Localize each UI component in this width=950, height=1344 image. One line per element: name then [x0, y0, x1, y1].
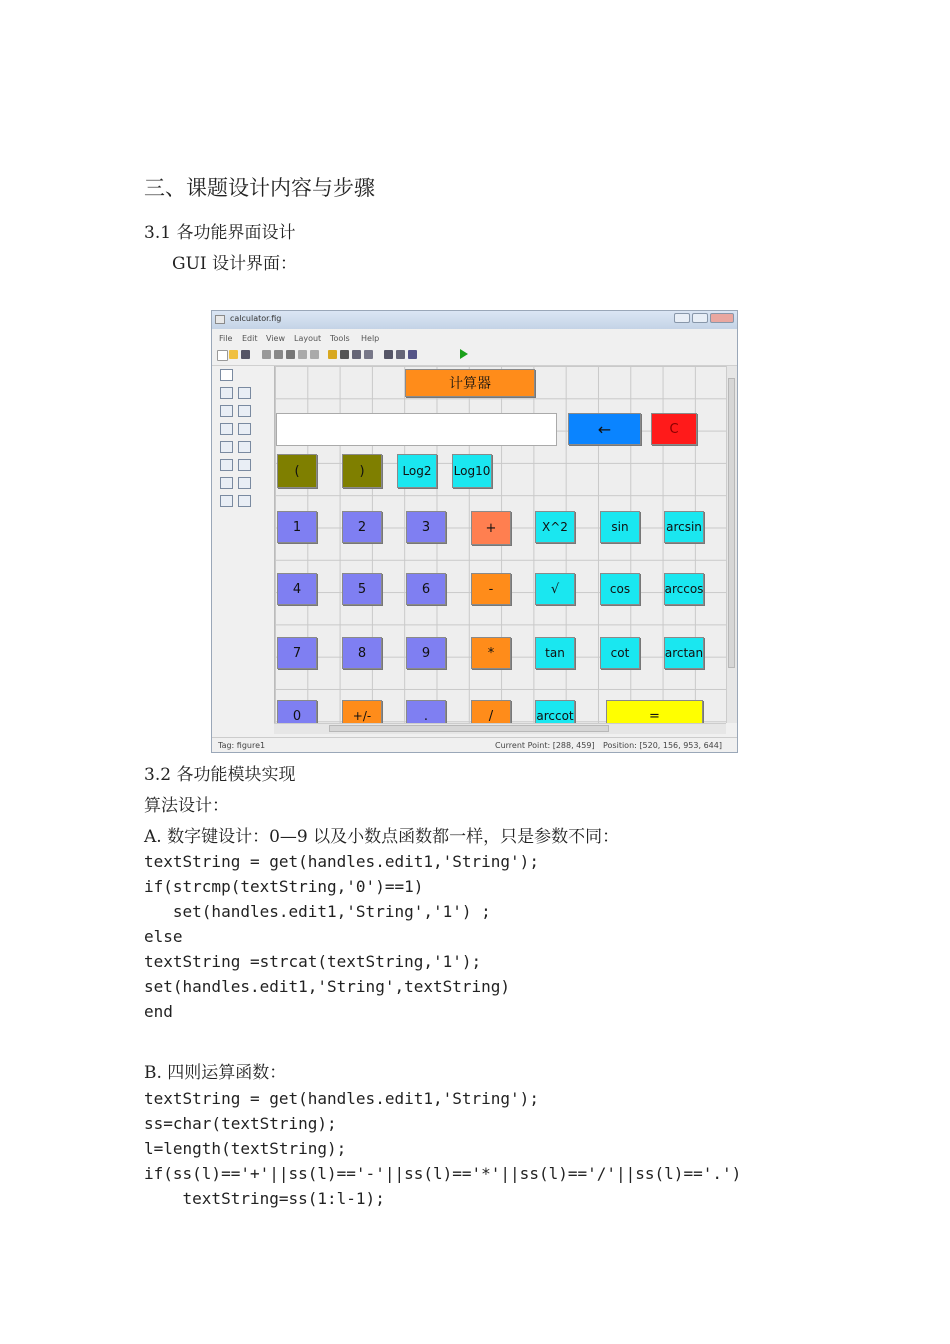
backspace-button[interactable]: ←: [568, 413, 641, 445]
undo-icon[interactable]: [298, 350, 307, 359]
subsection-heading-3-2: 3.2 各功能模块实现: [144, 765, 296, 785]
arcsin-button[interactable]: arcsin: [664, 511, 704, 543]
code-a-line: set(handles.edit1,'String','1') ;: [144, 902, 491, 921]
object-browser-icon[interactable]: [408, 350, 417, 359]
right-paren-button[interactable]: ): [342, 454, 382, 488]
display-edit-field[interactable]: [276, 413, 557, 446]
edit-text-tool-icon[interactable]: [220, 423, 233, 435]
menu-help[interactable]: Help: [361, 334, 380, 343]
digit-2-button[interactable]: 2: [342, 511, 382, 543]
arctan-button[interactable]: arctan: [664, 637, 704, 669]
digit-7-button[interactable]: 7: [277, 637, 317, 669]
arccot-button[interactable]: arccot: [535, 700, 575, 723]
code-b-line: l=length(textString);: [144, 1139, 347, 1158]
code-a-line: set(handles.edit1,'String',textString): [144, 977, 511, 996]
part-b-heading: B. 四则运算函数：: [144, 1063, 287, 1083]
menu-file[interactable]: File: [219, 334, 233, 343]
popup-menu-tool-icon[interactable]: [220, 441, 233, 453]
vertical-scrollbar[interactable]: [726, 366, 737, 723]
menu-bar: [212, 331, 737, 345]
horizontal-scroll-thumb[interactable]: [329, 725, 609, 732]
vertical-scroll-thumb[interactable]: [728, 378, 735, 668]
left-paren-button[interactable]: (: [277, 454, 317, 488]
panel-tool-icon[interactable]: [238, 477, 251, 489]
listbox-tool-icon[interactable]: [238, 441, 251, 453]
close-icon[interactable]: [710, 313, 734, 323]
layout-canvas[interactable]: [274, 366, 727, 723]
code-a-line: end: [144, 1002, 173, 1021]
paste-icon[interactable]: [286, 350, 295, 359]
tag-readout: Tag: figure1: [218, 741, 266, 750]
section-heading: 三、课题设计内容与步骤: [144, 176, 375, 200]
code-b-line: if(ss(l)=='+'||ss(l)=='-'||ss(l)=='*'||ss(l)=='/'||ss(l)=='.'): [144, 1164, 742, 1183]
axes-tool-icon[interactable]: [220, 477, 233, 489]
log2-button[interactable]: Log2: [397, 454, 437, 488]
static-text-tool-icon[interactable]: [238, 423, 251, 435]
radiobutton-tool-icon[interactable]: [220, 405, 233, 417]
minimize-icon[interactable]: [674, 313, 690, 323]
digit-0-button[interactable]: 0: [277, 700, 317, 723]
digit-6-button[interactable]: 6: [406, 573, 446, 605]
cot-button[interactable]: cot: [600, 637, 640, 669]
digit-8-button[interactable]: 8: [342, 637, 382, 669]
align-icon[interactable]: [328, 350, 337, 359]
checkbox-tool-icon[interactable]: [238, 405, 251, 417]
code-b-line: ss=char(textString);: [144, 1114, 337, 1133]
mfile-editor-icon[interactable]: [384, 350, 393, 359]
table-tool-icon[interactable]: [238, 459, 251, 471]
guide-window-screenshot: [211, 310, 738, 753]
new-file-icon[interactable]: [217, 350, 228, 361]
divide-button[interactable]: /: [471, 700, 511, 723]
open-folder-icon[interactable]: [229, 350, 238, 359]
sign-toggle-button[interactable]: +/-: [342, 700, 382, 723]
arccos-button[interactable]: arccos: [664, 573, 704, 605]
log10-button[interactable]: Log10: [452, 454, 492, 488]
property-inspector-icon[interactable]: [396, 350, 405, 359]
plus-button[interactable]: +: [471, 511, 511, 545]
gui-caption: GUI 设计界面：: [172, 254, 298, 274]
menu-tools[interactable]: Tools: [330, 334, 350, 343]
figure-icon: [215, 315, 225, 324]
toolbar: [212, 347, 737, 366]
digit-1-button[interactable]: 1: [277, 511, 317, 543]
menu-edit[interactable]: Edit: [242, 334, 258, 343]
button-group-tool-icon[interactable]: [220, 495, 233, 507]
toolbar-editor-icon[interactable]: [364, 350, 373, 359]
menu-editor-icon[interactable]: [340, 350, 349, 359]
window-title: calculator.fig: [230, 314, 282, 323]
window-titlebar: [212, 311, 737, 329]
minus-button[interactable]: -: [471, 573, 511, 605]
horizontal-scrollbar[interactable]: [274, 723, 726, 734]
select-tool-icon[interactable]: [220, 369, 233, 381]
digit-4-button[interactable]: 4: [277, 573, 317, 605]
clear-button[interactable]: C: [651, 413, 697, 445]
code-a-line: textString = get(handles.edit1,'String');: [144, 852, 539, 871]
cos-button[interactable]: cos: [600, 573, 640, 605]
pushbutton-tool-icon[interactable]: [220, 387, 233, 399]
activex-tool-icon[interactable]: [238, 495, 251, 507]
calculator-title-label: 计算器: [405, 369, 535, 397]
code-b-line: textString = get(handles.edit1,'String');: [144, 1089, 539, 1108]
toggle-tool-icon[interactable]: [220, 459, 233, 471]
maximize-icon[interactable]: [692, 313, 708, 323]
digit-5-button[interactable]: 5: [342, 573, 382, 605]
tab-order-icon[interactable]: [352, 350, 361, 359]
code-a-line: else: [144, 927, 183, 946]
decimal-point-button[interactable]: .: [406, 700, 446, 723]
menu-layout[interactable]: Layout: [294, 334, 322, 343]
redo-icon[interactable]: [310, 350, 319, 359]
cut-icon[interactable]: [262, 350, 271, 359]
code-a-line: textString =strcat(textString,'1');: [144, 952, 482, 971]
copy-icon[interactable]: [274, 350, 283, 359]
square-button[interactable]: X^2: [535, 511, 575, 543]
digit-3-button[interactable]: 3: [406, 511, 446, 543]
part-a-heading: A. 数字键设计：0—9 以及小数点函数都一样，只是参数不同：: [144, 827, 620, 847]
equals-button[interactable]: =: [606, 700, 703, 723]
slider-tool-icon[interactable]: [238, 387, 251, 399]
run-icon[interactable]: [460, 349, 468, 359]
current-point-readout: Current Point: [288, 459]: [495, 741, 595, 750]
code-a-line: if(strcmp(textString,'0')==1): [144, 877, 424, 896]
position-readout: Position: [520, 156, 953, 644]: [603, 741, 722, 750]
subsection-heading-3-1: 3.1 各功能界面设计: [144, 223, 296, 243]
algorithm-heading: 算法设计：: [144, 796, 229, 816]
sqrt-button[interactable]: √: [535, 573, 575, 605]
code-b-line: textString=ss(1:l-1);: [144, 1189, 385, 1208]
status-bar: [212, 737, 737, 753]
sin-button[interactable]: sin: [600, 511, 640, 543]
tan-button[interactable]: tan: [535, 637, 575, 669]
multiply-button[interactable]: *: [471, 637, 511, 669]
component-palette: [217, 367, 255, 513]
save-icon[interactable]: [241, 350, 250, 359]
digit-9-button[interactable]: 9: [406, 637, 446, 669]
menu-view[interactable]: View: [266, 334, 285, 343]
